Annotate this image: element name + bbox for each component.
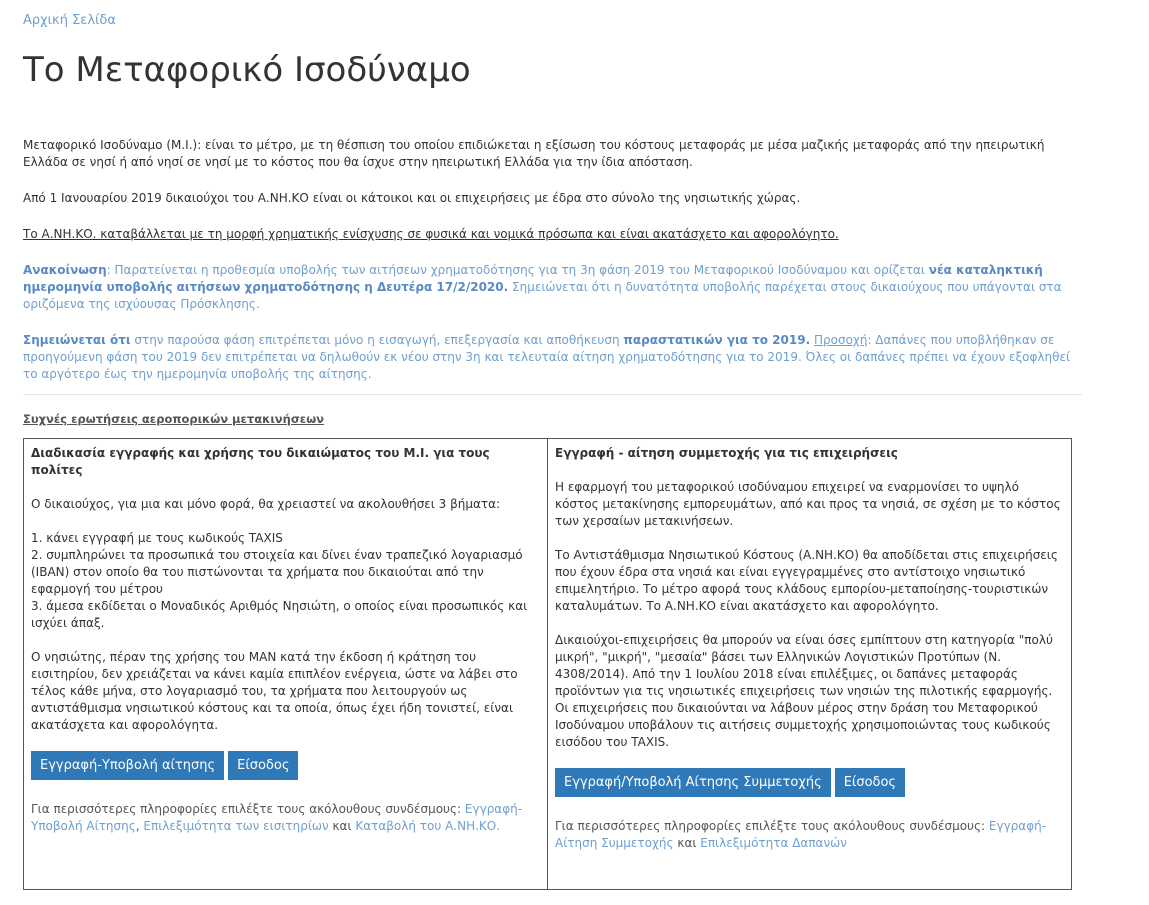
- announcement-label: Ανακοίνωση: [23, 263, 107, 277]
- citizens-paragraph: Ο νησιώτης, πέραν της χρήσης του ΜΑΝ κατά την έκδοση ή κράτηση του εισιτηρίου, δεν χρειάζεται να κάνει καμία επιπλέον ενέργεια, ώστε να λάβει στο τέλος κάθε μήνα, στο λογαριασμό του, τα χρήματα που λειτουργούν ως αντιστάθμισμα νησιωτικού κόστους και τα οποία, όπως έχει ήδη τονιστεί, είναι ακατάσχετα και αφορολόγητα.: [31, 650, 518, 732]
- breadcrumb-home-link[interactable]: Αρχική Σελίδα: [23, 13, 116, 28]
- citizens-login-button[interactable]: Είσοδος: [228, 751, 298, 780]
- citizens-link-eligibility[interactable]: Επιλεξιμότητα των εισιτηρίων: [143, 819, 329, 833]
- citizens-step-1: 1. κάνει εγγραφή με τους κωδικούς TAXIS: [31, 531, 283, 545]
- note-notice: [23, 332, 1082, 383]
- registration-boxes: [23, 438, 1072, 890]
- intro-paragraph-1: Μεταφορικό Ισοδύναμο (Μ.Ι.): είναι το μέτρο, με τη θέσπιση του οποίου επιδιώκεται η εξίσωση του κόστους μεταφοράς με μέσα μαζικής μεταφοράς από την ηπειρωτική Ελλάδα σε νησί ή από νησί σε νησί με το κόστος που θα ίσχυε στην ηπειρωτική Ελλάδα για την ίδια απόσταση.: [23, 138, 1045, 169]
- business-more-info: [555, 818, 1064, 852]
- faq-flights-link[interactable]: Συχνές ερωτήσεις αεροπορικών μετακινήσεων: [23, 412, 325, 426]
- business-buttons: [555, 768, 1064, 797]
- note-text-b: : Δαπάνες που υποβλήθηκαν σε προηγούμενη φάση του 2019 δεν επιτρέπεται να δηλωθούν εκ νέου στην 3η και τελευταία αίτηση χρηματοδότησης για το 2019. Όλες οι δαπάνες πρέπει να έχουν εξοφληθεί το αργότερο έως την ημερομηνία υποβολής της αίτησης.: [23, 333, 1071, 381]
- citizens-register-button[interactable]: Εγγραφή-Υποβολή αίτησης: [31, 751, 224, 780]
- citizens-box: [24, 439, 548, 890]
- citizens-link-sep-2: και: [328, 819, 356, 833]
- citizens-link-payment[interactable]: Καταβολή του Α.ΝΗ.ΚΟ.: [355, 819, 501, 833]
- business-login-button[interactable]: Είσοδος: [835, 768, 905, 797]
- announcement-deadline: νέα καταληκτική ημερομηνία υποβολής αιτήσεων χρηματοδότησης η Δευτέρα 17/2/2020.: [23, 263, 1043, 294]
- business-paragraph-2: Το Αντιστάθμισμα Νησιωτικού Κόστους (Α.ΝΗ.ΚΟ) θα αποδίδεται στις επιχειρήσεις που έχουν έδρα στα νησιά και είναι εγγεγραμμένες στο αντίστοιχο νησιωτικό επιμελητήριο. Το μέτρο αφορά τους κλάδους εμπορίου-μεταποίησης-τουριστικών καταλυμάτων. Το Α.ΝΗ.ΚΟ είναι ακατάσχετο και αφορολόγητο.: [555, 548, 1058, 613]
- divider: [23, 394, 1082, 395]
- note-attention: Προσοχή: [813, 333, 868, 347]
- business-link-eligibility[interactable]: Επιλεξιμότητα Δαπανών: [700, 836, 847, 850]
- citizens-more-prefix: Για περισσότερες πληροφορίες επιλέξτε τους ακόλουθους συνδέσμους:: [31, 802, 465, 816]
- note-receipts: παραστατικών για το 2019.: [623, 333, 811, 347]
- announcement-text-a: : Παρατείνεται η προθεσμία υποβολής των αιτήσεων χρηματοδότησης για τη 3η φάση 2019 του Μεταφορικού Ισοδύναμου και ορίζεται: [106, 263, 929, 277]
- business-link-sep-1: και: [673, 836, 701, 850]
- business-box-title: Εγγραφή - αίτηση συμμετοχής για τις επιχειρήσεις: [555, 446, 898, 460]
- note-label: Σημειώνεται ότι: [23, 333, 131, 347]
- citizens-step-3: 3. άμεσα εκδίδεται ο Μοναδικός Αριθμός Νησιώτη, ο οποίος είναι προσωπικός και ισχύει άπαξ.: [31, 599, 528, 630]
- note-text-a: στην παρούσα φάση επιτρέπεται μόνο η εισαγωγή, επεξεργασία και αποθήκευση: [130, 333, 624, 347]
- announcement-text-b: Σημειώνεται ότι η δυνατότητα υποβολής παρέχεται στους δικαιούχους που υπάγονται στα οριζόμενα της ισχύουσας Πρόσκλησης.: [23, 280, 1062, 311]
- business-more-prefix: Για περισσότερες πληροφορίες επιλέξτε τους ακόλουθους συνδέσμους:: [555, 819, 989, 833]
- citizens-step-2: 2. συμπληρώνει τα προσωπικά του στοιχεία και δίνει έναν τραπεζικό λογαριασμό (IBAN) στον οποίο θα του πιστώνονται τα χρήματα που δικαιούται από την εφαρμογή του μέτρου: [31, 548, 523, 596]
- announcement-notice: [23, 262, 1082, 313]
- citizens-steps: [31, 530, 540, 632]
- citizens-box-title: Διαδικασία εγγραφής και χρήσης του δικαιώματος του Μ.Ι. για τους πολίτες: [31, 446, 490, 477]
- citizens-buttons: [31, 751, 540, 780]
- citizens-intro: Ο δικαιούχος, για μια και μόνο φορά, θα χρειαστεί να ακολουθήσει 3 βήματα:: [31, 497, 501, 511]
- citizens-more-info: [31, 801, 540, 835]
- intro-paragraph-3: Το Α.ΝΗ.ΚΟ. καταβάλλεται με τη μορφή χρηματικής ενίσχυσης σε φυσικά και νομικά πρόσωπα και είναι ακατάσχετο και αφορολόγητο.: [23, 227, 839, 241]
- page-title: Το Μεταφορικό Ισοδύναμο: [23, 50, 471, 90]
- business-link-register[interactable]: Εγγραφή-Αίτηση Συμμετοχής: [555, 819, 1047, 850]
- business-paragraph-3: Δικαιούχοι-επιχειρήσεις θα μπορούν να είναι όσες εμπίπτουν στη κατηγορία "πολύ μικρή", "μικρή", "μεσαία" βάσει των Ελληνικών Λογιστικών Προτύπων (Ν. 4308/2014). Από την 1 Ιουλίου 2018 είναι επιλέξιμες, οι δαπάνες μεταφοράς προϊόντων για τις νησιωτικές επιχειρήσεις των νησιών της πιλοτικής εφαρμογής. Οι επιχειρήσεις που δικαιούνται να λάβουν μέρος στην δράση του Μεταφορικού Ισοδύναμου υποβάλουν τις αιτήσεις συμμετοχής χρησιμοποιώντας τους κωδικούς εισόδου του TAXIS.: [555, 633, 1053, 749]
- intro-section: [23, 137, 1082, 383]
- citizens-link-sep-1: ,: [135, 819, 144, 833]
- intro-paragraph-2: Από 1 Ιανουαρίου 2019 δικαιούχοι του Α.ΝΗ.ΚΟ είναι οι κάτοικοι και οι επιχειρήσεις με έδρα στο σύνολο της νησιωτικής χώρας.: [23, 191, 801, 205]
- citizens-link-register[interactable]: Εγγραφή-Υποβολή Αίτησης: [31, 802, 523, 833]
- business-box: [548, 439, 1072, 890]
- business-register-button[interactable]: Εγγραφή/Υποβολή Αίτησης Συμμετοχής: [555, 768, 831, 797]
- business-paragraph-1: Η εφαρμογή του μεταφορικού ισοδύναμου επιχειρεί να εναρμονίσει το υψηλό κόστος μετακίνησης εμπορευμάτων, από και προς τα νησιά, σε σχέση με το κόστος των χερσαίων μετακινήσεων.: [555, 480, 1061, 528]
